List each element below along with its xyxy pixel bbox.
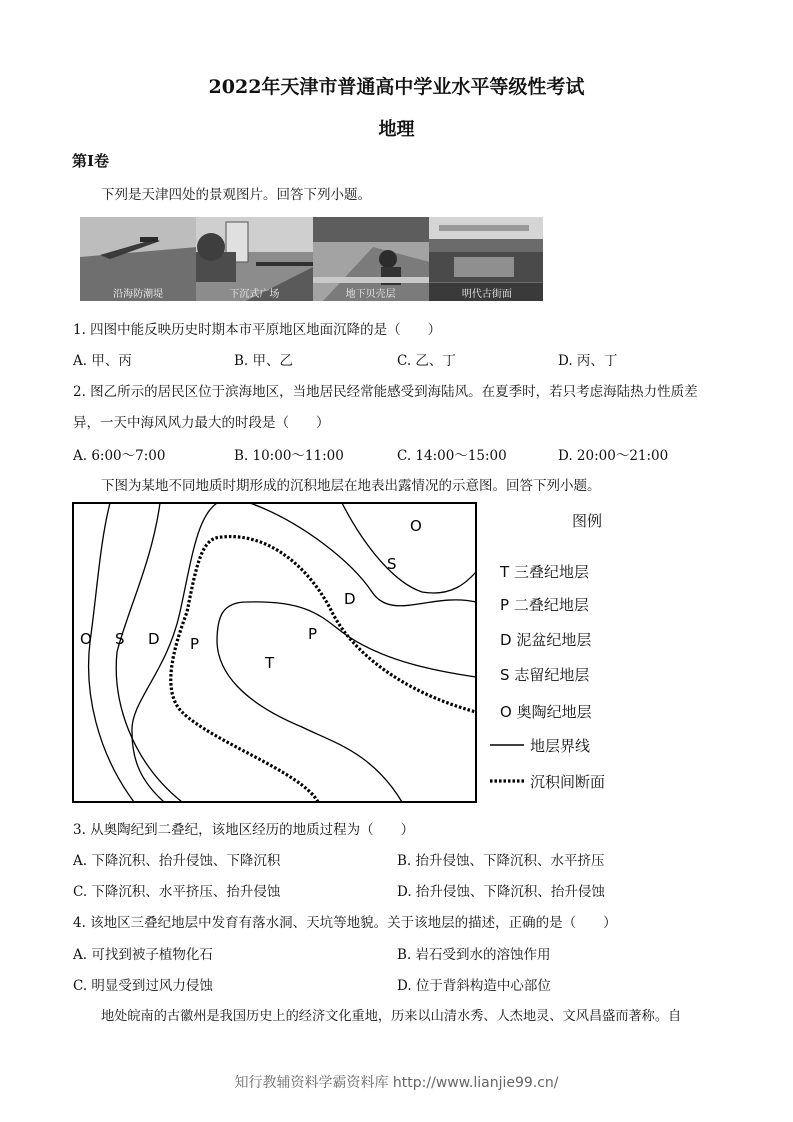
label-d-right: D [344, 590, 356, 608]
legend-symbol: D [500, 631, 512, 649]
question-2-stem-line2: 异，一天中海风风力最大的时段是（ ） [73, 415, 330, 431]
legend-item-t [500, 561, 589, 582]
q1-option-a: A. 甲、丙 [73, 353, 132, 369]
photo-caption: 明代古街面 [461, 289, 512, 300]
photo-seawall [80, 217, 196, 301]
legend-symbol: P [500, 596, 510, 614]
q2-option-d: D. 20:00～21:00 [558, 448, 669, 464]
legend-item-p [500, 594, 589, 615]
photo-shell-layer [313, 217, 429, 301]
question-2-stem-line1: 2. 图乙所示的居民区位于滨海地区，当地居民经常能感受到海陆风。在夏季时，若只考虑海陆热力性质差 [73, 384, 698, 400]
label-s-right: S [387, 555, 397, 573]
legend-boundary-line-sample [490, 743, 524, 747]
photo-caption: 下沉式广场 [229, 289, 280, 300]
legend-item-s [500, 664, 589, 685]
legend-unconformity-label: 沉积间断面 [530, 773, 606, 791]
exam-title: 2022年天津市普通高中学业水平等级性考试 [208, 76, 585, 98]
section-heading: 第Ⅰ卷 [72, 152, 110, 170]
q4-option-c: C. 明显受到过风力侵蚀 [73, 978, 213, 994]
question-3-stem: 3. 从奥陶纪到二叠纪，该地区经历的地质过程为（ ） [73, 822, 415, 838]
legend-label: 二叠纪地层 [513, 596, 589, 614]
photo-ming-street [429, 217, 545, 301]
label-t: T [265, 654, 275, 672]
photo-sunken-plaza [196, 217, 312, 301]
legend-label: 志留纪地层 [514, 666, 590, 684]
label-s-left: S [115, 630, 125, 648]
photo-caption: 沿海防潮堤 [113, 289, 164, 300]
q2-option-b: B. 10:00～11:00 [234, 448, 344, 464]
q2-option-c: C. 14:00～15:00 [397, 448, 507, 464]
footer-watermark: 知行教辅资料学霸资料库 http://www.lianjie99.cn/ [234, 1075, 559, 1091]
landscape-photo-strip [80, 217, 545, 301]
label-p-mid: P [308, 625, 318, 643]
intro-text-1: 下列是天津四处的景观图片。回答下列小题。 [101, 187, 371, 203]
q1-option-b: B. 甲、乙 [234, 353, 294, 369]
q4-option-d: D. 位于背斜构造中心部位 [397, 978, 551, 994]
q4-option-a: A. 可找到被子植物化石 [73, 947, 213, 963]
intro-text-2: 下图为某地不同地质时期形成的沉积地层在地表出露情况的示意图。回答下列小题。 [101, 478, 601, 494]
q3-option-b: B. 抬升侵蚀、下降沉积、水平挤压 [397, 853, 605, 869]
legend-symbol: O [500, 703, 512, 721]
geologic-map [72, 502, 477, 803]
q2-option-a: A. 6:00～7:00 [73, 448, 166, 464]
q3-option-a: A. 下降沉积、抬升侵蚀、下降沉积 [73, 853, 281, 869]
intro-text-3: 地处皖南的古徽州是我国历史上的经济文化重地，历来以山清水秀、人杰地灵、文风昌盛而著称。自 [101, 1009, 682, 1024]
q1-option-d: D. 丙、丁 [558, 353, 618, 369]
photo-caption: 地下贝壳层 [345, 289, 396, 300]
legend-label: 泥盆纪地层 [516, 631, 592, 649]
legend-item-d [500, 629, 591, 650]
q1-option-c: C. 乙、丁 [397, 353, 456, 369]
label-p-left: P [190, 635, 200, 653]
label-o-right: O [410, 517, 422, 535]
q3-option-d: D. 抬升侵蚀、下降沉积、抬升侵蚀 [397, 884, 605, 900]
legend-symbol: T [500, 563, 510, 581]
legend-title: 图例 [572, 512, 603, 530]
question-4-stem: 4. 该地区三叠纪地层中发育有落水洞、天坑等地貌。关于该地层的描述，正确的是（ ） [73, 915, 617, 931]
subject-title: 地理 [378, 119, 415, 140]
legend-unconformity-sample [490, 778, 524, 784]
label-d-left: D [148, 630, 160, 648]
legend-label: 三叠纪地层 [513, 563, 589, 581]
legend-label: 奥陶纪地层 [516, 703, 592, 721]
question-1-stem: 1. 四图中能反映历史时期本市平原地区地面沉降的是（ ） [73, 322, 442, 338]
q3-option-c: C. 下降沉积、水平挤压、抬升侵蚀 [73, 884, 281, 900]
legend-item-o [500, 701, 592, 722]
q4-option-b: B. 岩石受到水的溶蚀作用 [397, 947, 551, 963]
legend-boundary-label: 地层界线 [530, 737, 591, 755]
label-o-left: O [80, 630, 92, 648]
legend-symbol: S [500, 666, 510, 684]
